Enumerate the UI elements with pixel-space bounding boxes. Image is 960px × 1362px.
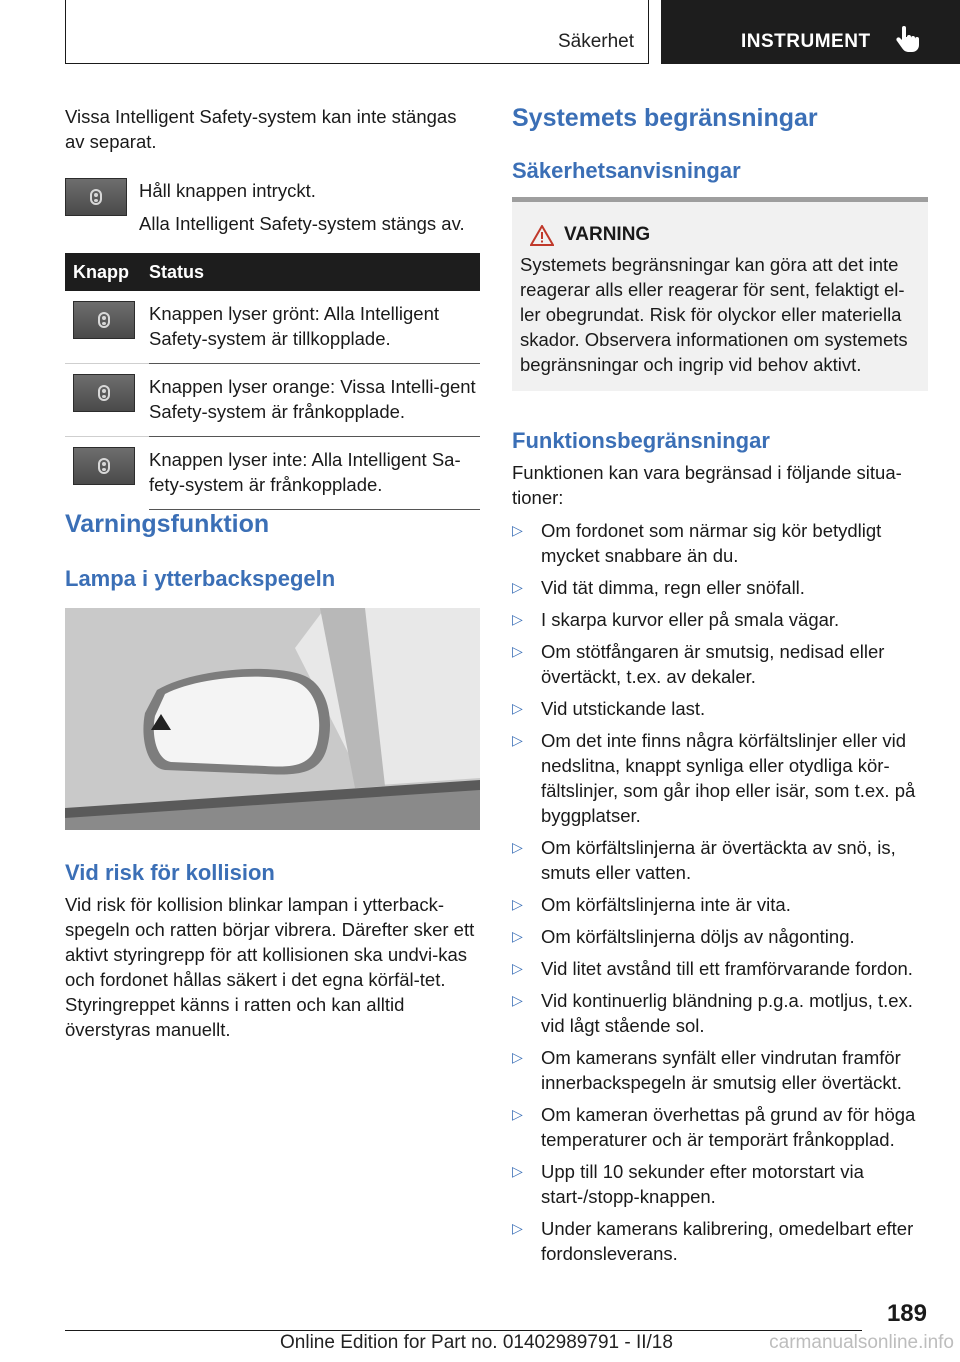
- heading-collision: Vid risk för kollision: [65, 860, 275, 885]
- status-table-wrap: [65, 253, 480, 510]
- table-row: [65, 437, 480, 510]
- list-item: ▷ Vid utstickande last.: [512, 696, 928, 721]
- list-item: ▷ Vid litet avstånd till ett framförvarande fordon.: [512, 956, 928, 981]
- heading-system-limits: Systemets begränsningar: [512, 104, 818, 132]
- list-item: ▷ Om körfältslinjerna inte är vita.: [512, 892, 928, 917]
- safety-icon: [98, 385, 110, 401]
- table-header-status: Status: [149, 253, 480, 291]
- table-row: [65, 291, 480, 364]
- collision-text: Vid risk för kollision blinkar lampan i ytterback-spegeln och ratten börjar vibrera. Därefter sker ett aktivt styringrepp för att kollisionen ska undvi-kas och fordonet hållas säkert i det egna körfäl-tet. Styringreppet känns i ratten och kan alltid överstyras manuellt.: [65, 894, 475, 1040]
- limitations-list: [512, 518, 928, 1266]
- safety-button-image: [73, 374, 135, 412]
- table-cell-status: Knappen lyser orange: Vissa Intelli-gent Safety-system är frånkopplade.: [149, 364, 480, 437]
- left-column: [65, 104, 480, 154]
- intro-text: Vissa Intelligent Safety-system kan inte stängas av separat.: [65, 106, 457, 152]
- list-item: ▷ Vid kontinuerlig bländning p.g.a. motljus, t.ex. vid lågt stående sol.: [512, 988, 928, 1038]
- heading-mirror-lamp: Lampa i ytterbackspegeln: [65, 566, 336, 591]
- mirror-illustration: [65, 608, 480, 830]
- safety-icon: [98, 458, 110, 474]
- heading-warning-function: Varningsfunktion: [65, 510, 270, 538]
- button-result-text: Alla Intelligent Safety-system stängs av.: [139, 213, 465, 234]
- watermark: carmanualsonline.info: [769, 1332, 954, 1353]
- list-item: ▷ Upp till 10 sekunder efter motorstart via start-/stopp-knappen.: [512, 1159, 928, 1209]
- header-chapter-label: INSTRUMENT: [741, 31, 871, 52]
- list-item: ▷ Om kamerans synfält eller vindrutan framför innerbackspegeln är smutsig eller övertäckt.: [512, 1045, 928, 1095]
- safety-button-image: [73, 447, 135, 485]
- table-header-button: Knapp: [65, 253, 149, 291]
- warning-text: Systemets begränsningar kan göra att det inte reagerar alls eller reagerar för sent, felaktigt el-ler obegrundat. Risk för olyckor eller materiella skador. Observera informationen om systemets begränsningar och ingrip vid behov aktivt.: [520, 254, 908, 375]
- list-item: ▷ I skarpa kurvor eller på smala vägar.: [512, 607, 928, 632]
- button-hold-text: Håll knappen intryckt.: [139, 180, 316, 201]
- heading-function-limits: Funktionsbegränsningar: [512, 428, 770, 453]
- table-cell-status: Knappen lyser inte: Alla Intelligent Sa-fety-system är frånkopplade.: [149, 437, 480, 510]
- list-item: ▷ Vid tät dimma, regn eller snöfall.: [512, 575, 928, 600]
- list-item: ▷ Om kameran överhettas på grund av för höga temperaturer och är temporärt frånkopplad.: [512, 1102, 928, 1152]
- footer-divider: [65, 1330, 862, 1331]
- warning-box: [512, 197, 928, 391]
- header-section-label: Säkerhet: [557, 31, 634, 52]
- list-item: ▷ Om körfältslinjerna är övertäckta av snö, is, smuts eller vatten.: [512, 835, 928, 885]
- table-cell-status: Knappen lyser grönt: Alla Intelligent Safety-system är tillkopplade.: [149, 291, 480, 364]
- list-item: ▷ Om stötfångaren är smutsig, nedisad eller övertäckt, t.ex. av dekaler.: [512, 639, 928, 689]
- header-section-tab: [65, 0, 649, 64]
- safety-icon: [98, 312, 110, 328]
- list-item: ▷ Under kamerans kalibrering, omedelbart efter fordonsleverans.: [512, 1216, 928, 1266]
- list-item: ▷ Om fordonet som närmar sig kör betydligt mycket snabbare än du.: [512, 518, 928, 568]
- function-intro: Funktionen kan vara begränsad i följande situa-tioner:: [512, 462, 902, 508]
- pointing-hand-icon: [895, 26, 921, 54]
- edition-text: Online Edition for Part no. 01402989791 - II/18: [280, 1332, 673, 1353]
- page-number: 189: [886, 1300, 927, 1327]
- side-mirror-image: [65, 608, 480, 830]
- safety-button-image: [65, 178, 127, 216]
- table-row: [65, 364, 480, 437]
- list-item: ▷ Om körfältslinjerna döljs av någonting.: [512, 924, 928, 949]
- warning-title: VARNING: [564, 224, 651, 245]
- heading-safety-notes: Säkerhetsanvisningar: [512, 158, 741, 183]
- list-item: ▷ Om det inte finns några körfältslinjer eller vid nedslitna, knappt synliga eller otydliga kör-fältslinjer, som går ihop eller isär, som t.ex. på byggplatser.: [512, 728, 928, 828]
- warning-triangle-icon: [530, 225, 554, 246]
- header-chapter-tab: [661, 0, 960, 64]
- safety-icon: [90, 189, 102, 205]
- status-table: [65, 253, 480, 510]
- safety-button-image: [73, 301, 135, 339]
- button-instruction: [65, 178, 480, 236]
